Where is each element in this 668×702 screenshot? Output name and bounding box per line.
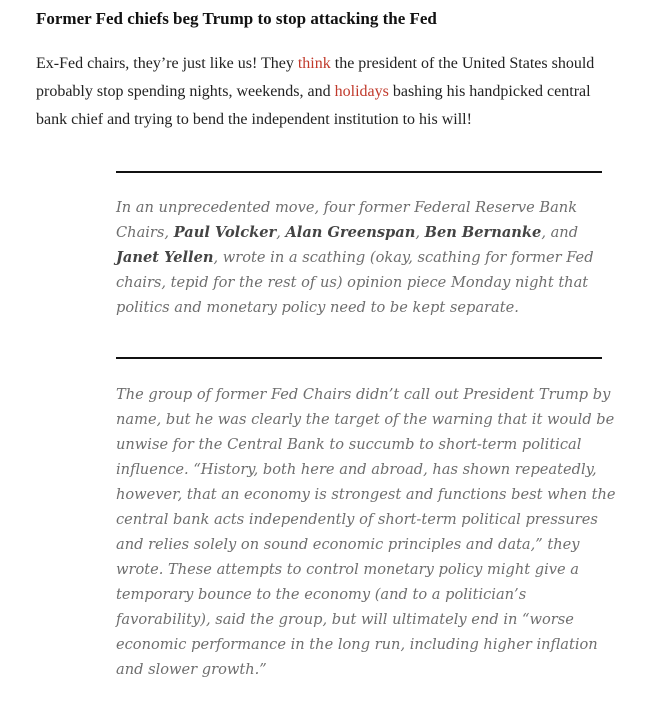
think-link[interactable]: think — [297, 55, 331, 72]
quote-text: , and — [541, 224, 579, 241]
quote-text: , — [276, 224, 286, 241]
intro-line-3: bank chief and trying to bend the independent institution to his will! — [36, 111, 472, 128]
quote-text: Chairs, — [116, 224, 174, 241]
holidays-link[interactable]: holidays — [334, 83, 389, 100]
quote-line: unwise for the Central Bank to succumb to short-term political — [116, 436, 582, 453]
quote-line: The group of former Fed Chairs didn’t call out President Trump by — [116, 386, 611, 403]
quote-paragraph — [116, 195, 602, 320]
blockquote-fed-chairs-warning — [116, 357, 616, 682]
quote-line: however, that an economy is strongest and functions best when the — [116, 486, 616, 503]
quote-line: politics and monetary policy need to be kept separate. — [116, 299, 519, 316]
intro-text: bashing his handpicked central — [388, 83, 591, 100]
quote-line: wrote. These attempts to control monetary policy might give a — [116, 561, 579, 578]
intro-line-2 — [36, 78, 666, 106]
quote-line: chairs, tepid for the rest of us) opinion piece Monday night that — [116, 274, 589, 291]
quote-line: and slower growth.” — [116, 661, 267, 678]
name-janet-yellen: Janet Yellen — [116, 249, 214, 266]
intro-text: Ex-Fed chairs, they’re just like us! They — [36, 55, 298, 72]
intro-text: probably stop spending nights, weekends, and — [36, 83, 335, 100]
quote-paragraph — [116, 382, 616, 682]
quote-line — [116, 220, 602, 245]
intro-line-1 — [36, 50, 666, 78]
article-headline: Former Fed chiefs beg Trump to stop attacking the Fed — [36, 9, 437, 28]
name-paul-volcker: Paul Volcker — [173, 224, 277, 241]
quote-line: name, but he was clearly the target of the warning that it would be — [116, 411, 615, 428]
quote-line — [116, 245, 602, 270]
quote-line: influence. “History, both here and abroad, has shown repeatedly, — [116, 461, 597, 478]
quote-line: temporary bounce to the economy (and to a politician’s — [116, 586, 527, 603]
quote-text: , — [415, 224, 425, 241]
name-ben-bernanke: Ben Bernanke — [424, 224, 542, 241]
blockquote-unprecedented-move — [116, 171, 602, 320]
intro-text: the president of the United States should — [330, 55, 595, 72]
quote-line: and relies solely on sound economic principles and data,” they — [116, 536, 580, 553]
name-alan-greenspan: Alan Greenspan — [285, 224, 416, 241]
quote-line: In an unprecedented move, four former Federal Reserve Bank — [116, 199, 578, 216]
quote-line: favorability), said the group, but will ultimately end in “worse — [116, 611, 574, 628]
quote-text: , wrote in a scathing (okay, scathing for former Fed — [213, 249, 594, 266]
quote-line: central bank acts independently of short-term political pressures — [116, 511, 598, 528]
quote-line: economic performance in the long run, including higher inflation — [116, 636, 598, 653]
intro-paragraph — [36, 50, 666, 134]
